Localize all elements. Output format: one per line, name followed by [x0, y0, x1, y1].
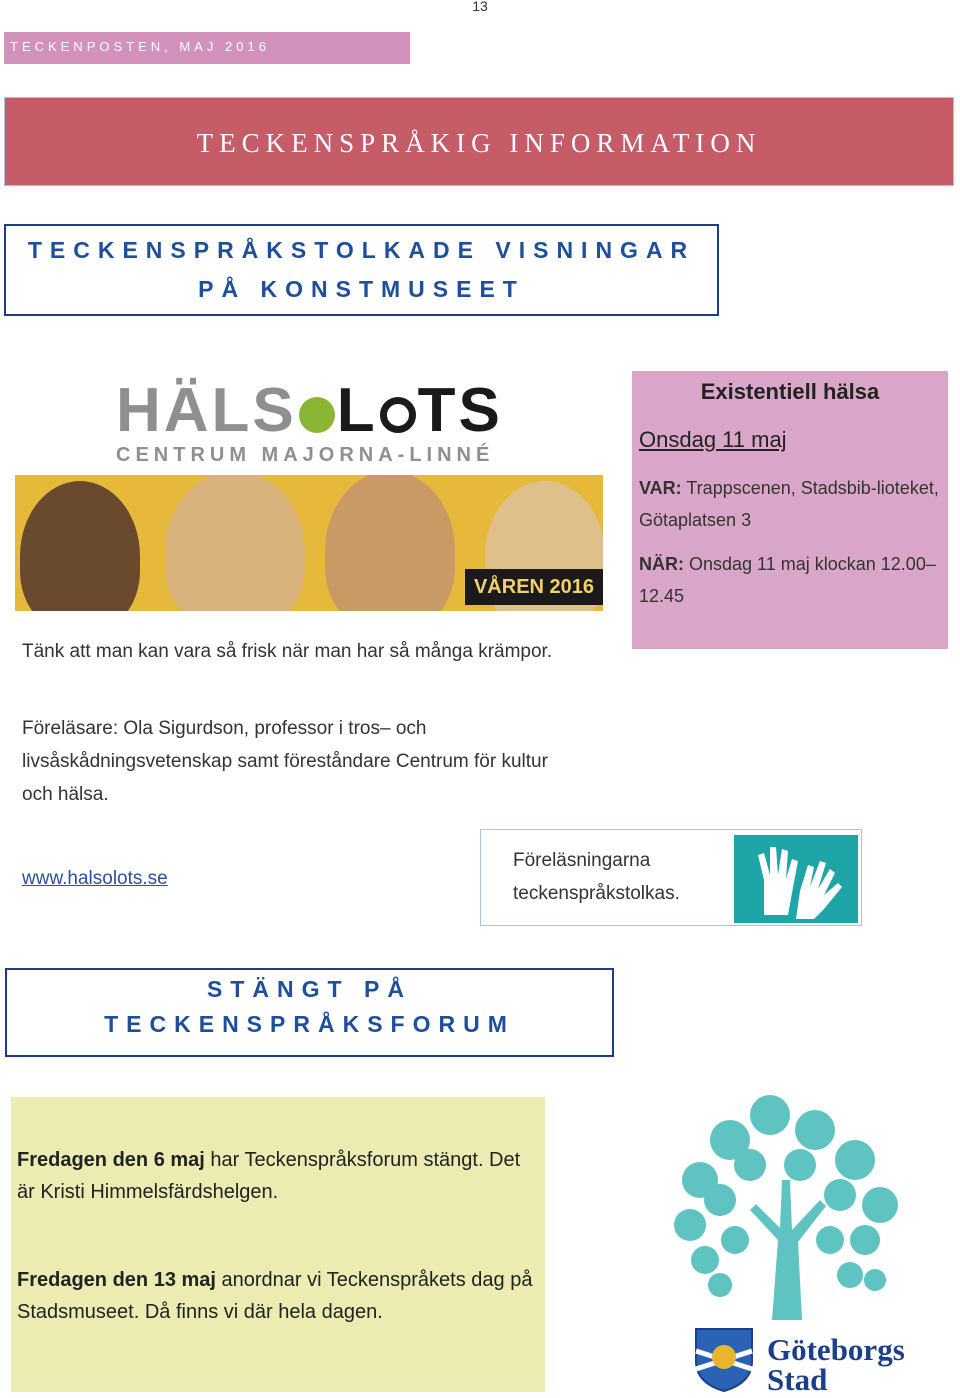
logo-subtitle: CENTRUM MAJORNA-LINNÉ [116, 444, 495, 466]
notice-paragraph-2 [17, 1264, 542, 1328]
goteborgs-stad-logo [692, 1325, 922, 1395]
section-title-forum [5, 968, 614, 1057]
banner-title: TECKENSPRÅKIG INFORMATION [196, 128, 762, 158]
section-title-line1: TECKENSPRÅKSTOLKADE VISNINGAR [27, 237, 696, 263]
intro-text: Tänk att man kan vara så frisk när man har så många krämpor. [22, 641, 553, 662]
logo-text-part2: L [336, 376, 378, 445]
season-badge: VÅREN 2016 [465, 569, 603, 605]
notice-1-bold: Fredagen den 6 maj [17, 1149, 205, 1171]
notice-2-bold: Fredagen den 13 maj [17, 1269, 216, 1291]
newsletter-header [4, 32, 410, 64]
event-date: Onsdag 11 maj [639, 427, 787, 452]
person-face [165, 475, 305, 611]
section-title-line1: STÄNGT PÅ [207, 976, 412, 1002]
newsletter-header-label: TECKENPOSTEN, MAJ 2016 [10, 39, 270, 54]
city-shield-icon [692, 1325, 756, 1393]
event-info-box [632, 371, 948, 649]
section-title-line2: PÅ KONSTMUSEET [198, 276, 525, 302]
notice-2-rest: anordnar vi Teckenspråkets dag på Stadsmuseet. Då finns vi där hela dagen. [17, 1269, 533, 1323]
city-name-line2: Stad [767, 1362, 828, 1397]
lecturer-text: Föreläsare: Ola Sigurdson, professor i tros– och livsåskådningsvetenskap samt föreståndare Centrum för kultur och hälsa. [22, 718, 548, 805]
people-photo [15, 475, 603, 611]
hands-tree-icon [660, 1090, 910, 1320]
logo-text-part1: HÄLS [116, 376, 297, 445]
notice-box [11, 1097, 545, 1392]
event-where [639, 472, 939, 536]
main-banner [4, 97, 954, 186]
notice-paragraph-1 [17, 1144, 542, 1208]
logo-dot-icon [299, 397, 335, 433]
logo-ring-icon [380, 397, 416, 433]
logo-text-part3: TS [417, 376, 503, 445]
event-title: Existentiell hälsa [700, 379, 880, 404]
event-where-label: VAR: [639, 478, 682, 498]
section-title-konstmuseet [4, 224, 719, 316]
sign-language-hands-icon [734, 835, 858, 923]
section-title-line2: TECKENSPRÅKSFORUM [104, 1011, 515, 1037]
halsolots-link[interactable]: www.halsolots.se [22, 868, 168, 889]
event-when-value: Onsdag 11 maj klockan 12.00–12.45 [639, 554, 936, 606]
event-where-value: Trappscenen, Stadsbib-lioteket, Götaplatsen 3 [639, 478, 939, 530]
city-name [767, 1332, 905, 1397]
interpretation-note [480, 829, 862, 926]
city-name-line1: Göteborgs [767, 1332, 905, 1367]
event-when-label: NÄR: [639, 554, 684, 574]
page-number: 13 [472, 0, 488, 14]
person-face [20, 481, 140, 611]
notice-1-rest: har Teckenspråksforum stängt. Det är Kristi Himmelsfärdshelgen. [17, 1149, 521, 1203]
halsolots-logo [116, 376, 616, 470]
interpretation-note-text: Föreläsningarna teckenspråkstolkas. [513, 850, 680, 904]
person-face [325, 475, 455, 611]
event-when [639, 548, 939, 612]
